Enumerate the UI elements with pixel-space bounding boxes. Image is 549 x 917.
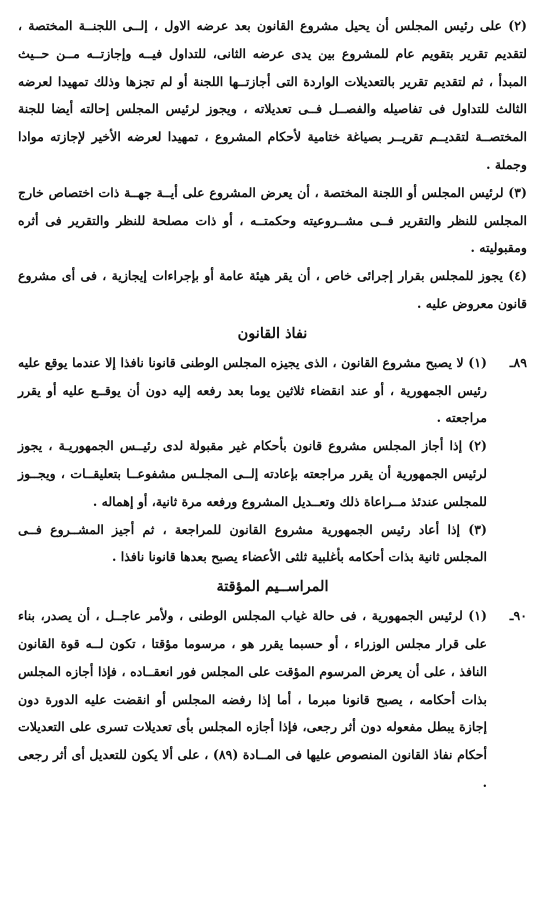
article-90-clause-1: (١) لرئيس الجمهورية ، فى حالة غياب المجلس الوطنى ، ولأمر عاجــل ، أن يصدر، بناء على قرار مجلس الوزراء ، أو حسبما يقرر هو ، مرسوما مؤقتا ، تكون لــه قوة القانون النافذ ، على أن يعرض المرسوم المؤقت على المجلس فور انعقــاده ، فإذا أجازه المجلس بذات أحكامه ، يصبح قانونا مبرما ، أما إذا رفضه المجلس أو انقضت عليه الدورة دون إجازة يبطل مفعوله دون أثر رجعى، فإذا أجازه المجلس بأى تعديلات تسرى على التعديلات أحكام نفاذ القانون المنصوص عليها فى المــادة (٨٩) ، على ألا يكون للتعديل أى أثر رجعى . xyxy=(18,608,487,790)
article-89-clause-2: (٢) إذا أجاز المجلس مشروع قانون بأحكام غير مقبولة لدى رئيــس الجمهوريـة ، يجوز لرئيس الجمهورية أن يقرر مراجعته بإعادته إلــى المجلـس مشفوعــا بتعليقــات ، ويجــوز للمجلس عندئذ مــراعاة ذلك وتعــديل المشروع ورفعه مرة ثانية، أو إهماله . xyxy=(18,438,487,509)
article-89-clause-3: (٣) إذا أعاد رئيس الجمهورية مشروع القانون للمراجعة ، ثم أجيز المشــروع فــى المجلس ثانية بذات أحكامه بأغلبية ثلثى الأعضاء يصبح بعدها قانونا نافذا . xyxy=(18,521,487,565)
paragraph-2-bill-referral: (٢) على رئيس المجلس أن يحيل مشروع القانون بعد عرضه الاول ، إلــى اللجنــة المختصة ، لتقديم تقرير بتقويم عام للمشروع بين يدى عرضه الثانى، للتداول فيــه وإجازتــه مــن حــيث المبدأ ، ثم لتقديم تقرير بالتعديلات الواردة التى أجازتــها اللجنة أو لم تجزها وذلك تمهيدا لعرضه الثالث للتداول فى تفاصيله والفصــل فــى تعديلاته ، ويجوز لرئيس المجلس إحالته أيضا للجنة المختصــة لتقديــم تقريــر بصياغة ختامية لأحكام المشروع ، تمهيدا لعرضه الأخير لإجازته موادا وجملة . xyxy=(18,18,527,172)
article-number: ٨٩ـ xyxy=(509,354,527,370)
section-heading-law-enactment: نفاذ القانون xyxy=(237,324,308,342)
article-89 xyxy=(18,349,527,432)
article-number: ٩٠ـ xyxy=(509,608,527,624)
paragraph-3-external-review: (٣) لرئيس المجلس أو اللجنة المختصة ، أن يعرض المشروع على أيــة جهــة ذات اختصاص خارج المجلس للنظر والتقرير فــى مشــروعيته وحكمتــه ، أو ذات مصلحة للنظر والتقرير فى أثره ومقبوليته . xyxy=(18,184,527,256)
section-heading-provisional-decrees: المراســيم المؤقتة xyxy=(216,578,329,596)
paragraph-4-special-procedure: (٤) يجوز للمجلس بقرار إجرائى خاص ، أن يقر هيئة عامة أو بإجراءات إيجازية ، فى أى مشروع قانون معروض عليه . xyxy=(18,268,527,311)
article-90 xyxy=(18,602,527,797)
article-89-clause-1: (١) لا يصبح مشروع القانون ، الذى يجيزه المجلس الوطنى قانونا نافذا إلا عندما يوقع عليه رئيس الجمهورية ، أو عند انقضاء ثلاثين يوما بعد رفعه إليه دون أن يوقــع عليه أو يقرر مراجعته . xyxy=(18,354,487,426)
